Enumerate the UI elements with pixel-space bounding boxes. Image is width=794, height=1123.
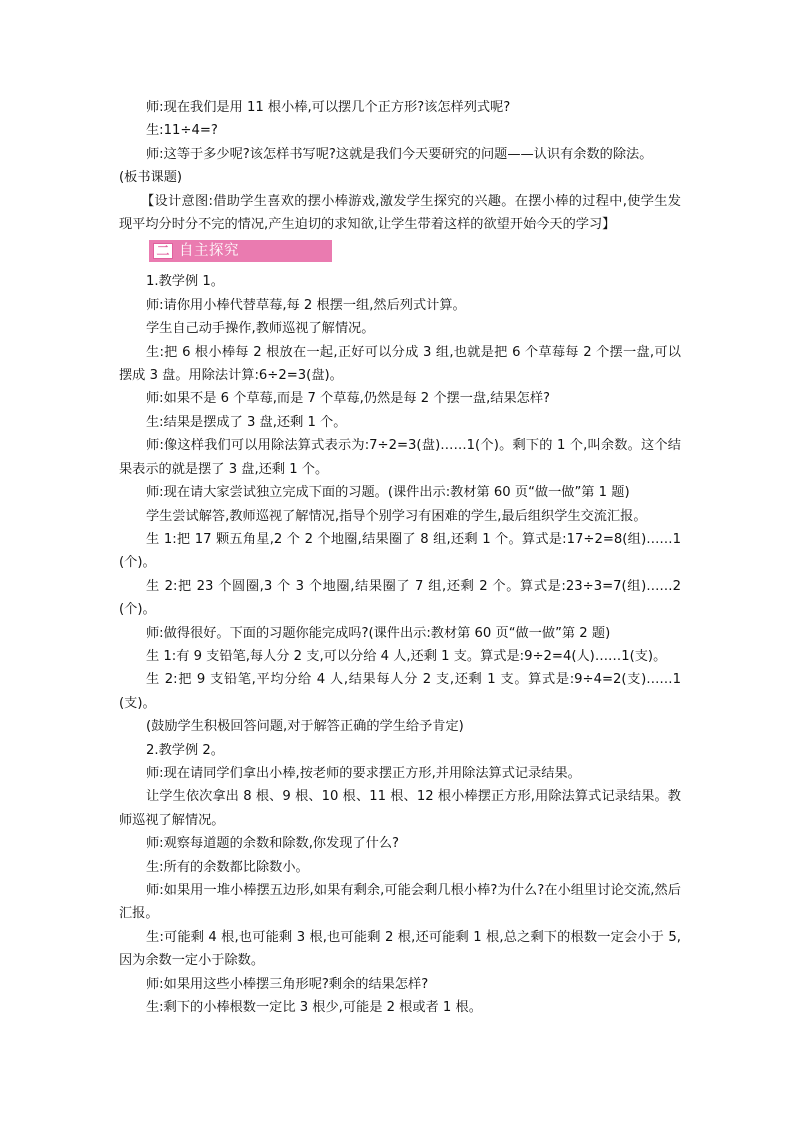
paragraph: 生 1:把 17 颗五角星,2 个 2 个地圈,结果圈了 8 组,还剩 1 个。算式是:17÷2=8(组)……1(个)。 [119, 531, 681, 571]
paragraph: 师:做得很好。下面的习题你能完成吗?(课件出示:教材第 60 页“做一做”第 2 题) [146, 625, 611, 641]
paragraph: 生:可能剩 4 根,也可能剩 3 根,也可能剩 2 根,还可能剩 1 根,总之剩下的根数一定会小于 5,因为余数一定小于除数。 [119, 929, 681, 969]
paragraph: 师:如果不是 6 个草莓,而是 7 个草莓,仍然是每 2 个摆一盘,结果怎样? [146, 391, 551, 407]
paragraph: 学生尝试解答,教师巡视了解情况,指导个别学习有困难的学生,最后组织学生交流汇报。 [146, 508, 647, 524]
section-title: 自主探究 [179, 243, 239, 260]
paragraph-example-2-title: 2.教学例 2。 [146, 742, 224, 758]
paragraph: 生 2:把 9 支铅笔,平均分给 4 人,结果每人分 2 支,还剩 1 支。算式是:9÷4=2(支)……1(支)。 [119, 672, 681, 711]
paragraph: 师:现在请大家尝试独立完成下面的习题。(课件出示:教材第 60 页“做一做”第 1 题) [146, 485, 630, 501]
section-header-bar [149, 240, 332, 262]
paragraph: 生:剩下的小棒根数一定比 3 根少,可能是 2 根或者 1 根。 [146, 1000, 482, 1016]
section-number-badge: 二 [153, 243, 173, 259]
paragraph: 师:观察每道题的余数和除数,你发现了什么? [146, 836, 400, 852]
paragraph: 师:如果用一堆小棒摆五边形,如果有剩余,可能会剩几根小棒?为什么?在小组里讨论交流,然后汇报。 [119, 883, 681, 922]
paragraph: 师:现在请同学们拿出小棒,按老师的要求摆正方形,并用除法算式记录结果。 [146, 765, 581, 781]
paragraph: 师:如果用这些小棒摆三角形呢?剩余的结果怎样? [146, 976, 429, 992]
paragraph-teacher-question: 师:现在我们是用 11 根小棒,可以摆几个正方形?该怎样列式呢? [146, 100, 511, 115]
paragraph-example-1-title: 1.教学例 1。 [146, 274, 224, 290]
paragraph-teacher-intro: 师:这等于多少呢?该怎样书写呢?这就是我们今天要研究的问题——认识有余数的除法。 [146, 146, 653, 162]
paragraph: (鼓励学生积极回答问题,对于解答正确的学生给予肯定) [146, 719, 464, 735]
paragraph: 学生自己动手操作,教师巡视了解情况。 [146, 321, 375, 337]
paragraph: 师:请你用小棒代替草莓,每 2 根摆一组,然后列式计算。 [146, 297, 466, 313]
paragraph-design-intent: 【设计意图:借助学生喜欢的摆小棒游戏,激发学生探究的兴趣。在摆小棒的过程中,使学生发现平均分时分不完的情况,产生迫切的求知欲,让学生带着这样的欲望开始今天的学习】 [119, 193, 681, 233]
paragraph: 生 2:把 23 个圆圈,3 个 3 个地圈,结果圈了 7 组,还剩 2 个。算式是:23÷3=7(组)……2(个)。 [119, 578, 681, 618]
paragraph: 生:所有的余数都比除数小。 [146, 859, 309, 875]
paragraph: 生:把 6 根小棒每 2 根放在一起,正好可以分成 3 组,也就是把 6 个草莓每 2 个摆一盘,可以摆成 3 盘。用除法计算:6÷2=3(盘)。 [119, 344, 681, 384]
paragraph: 生:结果是摆成了 3 盘,还剩 1 个。 [146, 414, 347, 430]
paragraph: 让学生依次拿出 8 根、9 根、10 根、11 根、12 根小棒摆正方形,用除法算式记录结果。教师巡视了解情况。 [119, 789, 681, 828]
paragraph: 师:像这样我们可以用除法算式表示为:7÷2=3(盘)……1(个)。剩下的 1 个,叫余数。这个结果表示的就是摆了 3 盘,还剩 1 个。 [119, 438, 681, 477]
paragraph: 生 1:有 9 支铅笔,每人分 2 支,可以分给 4 人,还剩 1 支。算式是:9÷2=4(人)……1(支)。 [146, 648, 667, 664]
paragraph-student-answer: 生:11÷4=? [146, 123, 218, 139]
section-header [149, 240, 332, 262]
paragraph-board-note: (板书课题) [119, 170, 183, 186]
document-page [119, 96, 681, 1019]
